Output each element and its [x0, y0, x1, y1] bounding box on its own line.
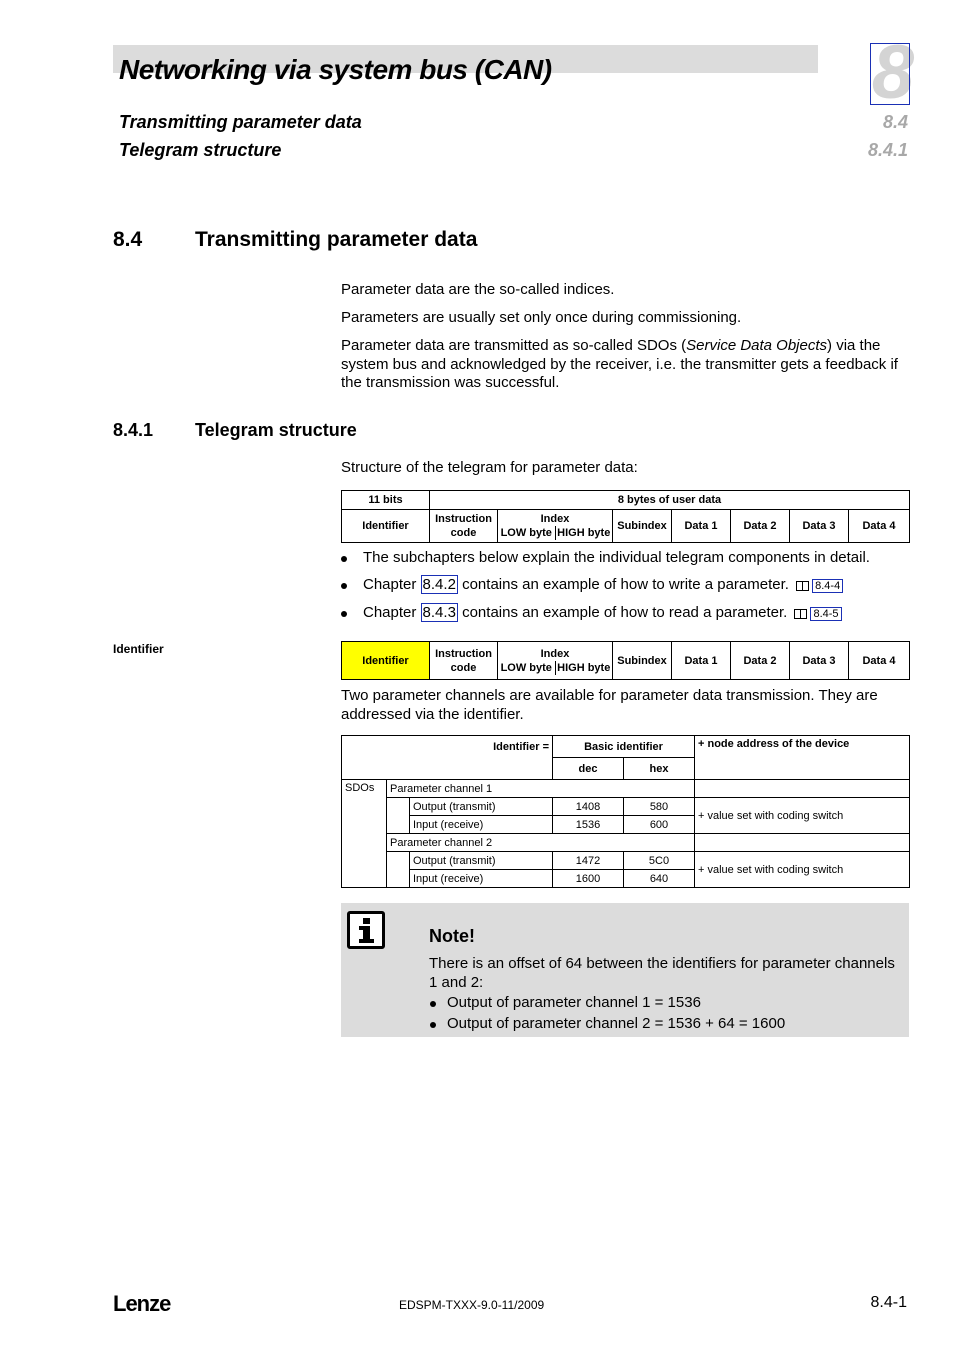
- note-list-item: Output of parameter channel 1 = 1536: [429, 994, 899, 1013]
- basic-identifier-header: Basic identifier: [553, 736, 695, 758]
- identifier-cell-highlighted: Identifier: [342, 642, 430, 680]
- telegram-table-identifier: [341, 641, 910, 680]
- data1-cell: Data 1: [672, 642, 731, 680]
- index-cell: Index LOW byte HIGH byte: [498, 510, 613, 543]
- chapter-link-8-4-3[interactable]: 8.4.3: [422, 604, 456, 621]
- data4-cell: Data 4: [849, 642, 910, 680]
- hex-header: hex: [624, 758, 695, 780]
- section-number: 8.4: [113, 228, 143, 251]
- paragraph: Two parameter channels are available for parameter data transmission. They are addressed via the identifier.: [341, 687, 878, 723]
- margin-heading: Identifier: [113, 642, 164, 656]
- header-subtitle-2-number: 8.4.1: [867, 140, 908, 160]
- low-byte: LOW byte: [498, 661, 556, 675]
- chapter-number-frame: [870, 43, 910, 105]
- document-id: EDSPM-TXXX-9.0-11/2009: [399, 1298, 545, 1312]
- subsection-title: Telegram structure: [195, 420, 357, 440]
- table-cell: 1536: [553, 816, 624, 834]
- table-cell: 5C0: [624, 852, 695, 870]
- page-ref-link[interactable]: 8.4-5: [810, 607, 841, 621]
- table-cell: 1600: [553, 870, 624, 888]
- channel-1-label: Parameter channel 1: [387, 780, 695, 798]
- subindex-cell: Subindex: [613, 642, 672, 680]
- info-icon: [347, 911, 385, 949]
- chapter-number: 8: [871, 30, 915, 115]
- high-byte: HIGH byte: [557, 661, 611, 674]
- list-item: Chapter 8.4.3 contains an example of how to read a parameter. 8.4-5: [341, 604, 911, 623]
- table-row-label: Input (receive): [410, 870, 553, 888]
- table-cell: 580: [624, 798, 695, 816]
- chapter-title: Networking via system bus (CAN): [119, 54, 552, 85]
- identifier-cell: Identifier: [342, 510, 430, 543]
- identifier-table: [341, 735, 910, 888]
- header-subtitle-1: Transmitting parameter data: [119, 112, 362, 132]
- table-row-label: Output (transmit): [410, 798, 553, 816]
- list-item: Chapter 8.4.2 contains an example of how to write a parameter. 8.4-4: [341, 576, 911, 595]
- subsection-number: 8.4.1: [113, 420, 154, 440]
- lenze-logo: Lenze: [113, 1291, 171, 1316]
- data2-cell: Data 2: [731, 510, 790, 543]
- paragraph: Parameter data are the so-called indices.: [341, 281, 615, 298]
- identifier-eq-label: Identifier =: [342, 736, 553, 758]
- note-text: There is an offset of 64 between the identifiers for parameter channels 1 and 2:: [429, 955, 895, 991]
- dec-header: dec: [553, 758, 624, 780]
- table-row-label: Output (transmit): [410, 852, 553, 870]
- paragraph: Structure of the telegram for parameter data:: [341, 459, 638, 476]
- coding-switch-note: + value set with coding switch: [695, 852, 910, 888]
- header-subtitle-1-number: 8.4: [882, 112, 908, 132]
- note-body: [429, 955, 899, 1033]
- high-byte: HIGH byte: [557, 527, 611, 539]
- table-cell: 640: [624, 870, 695, 888]
- section-title: Transmitting parameter data: [195, 228, 478, 251]
- data3-cell: Data 3: [790, 510, 849, 543]
- subindex-cell: Subindex: [613, 510, 672, 543]
- book-icon: [796, 581, 809, 591]
- channel-2-label: Parameter channel 2: [387, 834, 695, 852]
- table-cell: 600: [624, 816, 695, 834]
- page-ref-link[interactable]: 8.4-4: [812, 579, 843, 593]
- note-title: Note!: [429, 926, 475, 946]
- data3-cell: Data 3: [790, 642, 849, 680]
- book-icon: [794, 609, 807, 619]
- list-item: The subchapters below explain the individual telegram components in detail.: [341, 549, 911, 567]
- bits-label: 11 bits: [342, 491, 430, 510]
- table-row-label: Input (receive): [410, 816, 553, 834]
- data1-cell: Data 1: [672, 510, 731, 543]
- index-cell: Index LOW byte HIGH byte: [498, 642, 613, 680]
- paragraph: Parameter data are transmitted as so-called SDOs (Service Data Objects) via the system bus and acknowledged by the receiver, i.e. the transmitter gets a feedback if the transmission was successful.: [341, 337, 898, 391]
- table-cell: 1472: [553, 852, 624, 870]
- page-number: 8.4-1: [870, 1294, 907, 1311]
- paragraph: Parameters are usually set only once during commissioning.: [341, 309, 742, 326]
- data4-cell: Data 4: [849, 510, 910, 543]
- node-address-header: + node address of the device: [695, 736, 910, 780]
- chapter-link-8-4-2[interactable]: 8.4.2: [422, 576, 456, 593]
- instruction-code-cell: Instruction code: [430, 642, 498, 680]
- user-data-label: 8 bytes of user data: [430, 491, 910, 510]
- header-subtitle-2: Telegram structure: [119, 140, 282, 160]
- sdos-label: SDOs: [342, 780, 387, 888]
- instruction-code-cell: Instruction code: [430, 510, 498, 543]
- note-list-item: Output of parameter channel 2 = 1536 + 64 = 1600: [429, 1015, 899, 1034]
- coding-switch-note: + value set with coding switch: [695, 798, 910, 834]
- low-byte: LOW byte: [498, 526, 556, 540]
- data2-cell: Data 2: [731, 642, 790, 680]
- table-cell: 1408: [553, 798, 624, 816]
- telegram-table: [341, 490, 910, 543]
